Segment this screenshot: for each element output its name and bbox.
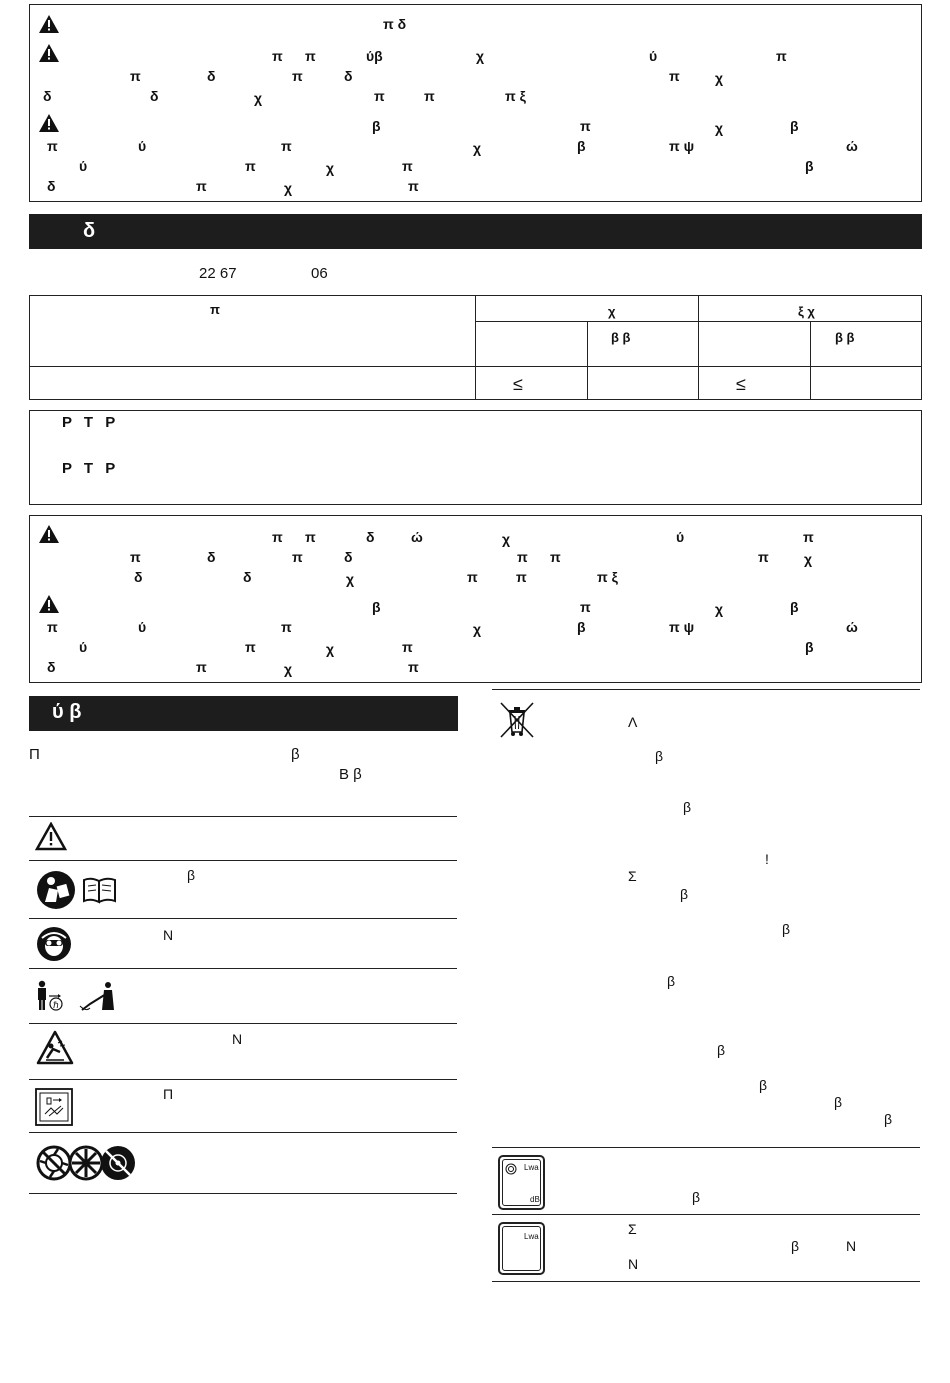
warning-text: δ	[150, 88, 159, 104]
lwa-text: β	[791, 1238, 800, 1254]
warning-text: δ	[243, 569, 252, 585]
warning-text: π	[580, 599, 591, 615]
table-divider	[810, 321, 811, 400]
warning-text: π	[272, 48, 283, 64]
symbol-text: Ν	[163, 927, 174, 943]
symbol-row-divider	[29, 816, 457, 817]
table-divider	[587, 321, 588, 400]
symbol-text: Ν	[232, 1031, 243, 1047]
warning-text: δ	[344, 549, 353, 565]
warning-text: π	[245, 639, 256, 655]
section-heading: ύ β	[52, 701, 82, 723]
warning-text: π	[305, 529, 316, 545]
warning-text: π	[196, 178, 207, 194]
warning-text: π ψ	[669, 138, 695, 154]
disposal-text: Λ	[628, 714, 638, 730]
warning-box-middle	[29, 515, 922, 683]
warning-text: χ	[476, 48, 485, 64]
warning-text: ύ	[138, 619, 147, 635]
read-manual-icon	[36, 868, 126, 912]
warning-text: β	[577, 619, 586, 635]
symbol-text: β	[187, 867, 196, 883]
warning-text: χ	[715, 120, 724, 136]
warning-text: π	[580, 118, 591, 134]
warning-text: β	[372, 118, 381, 134]
warning-text: π	[281, 138, 292, 154]
warning-text: ώ	[846, 138, 858, 154]
warning-text: χ	[715, 70, 724, 86]
section-heading-bar	[29, 696, 458, 731]
warning-triangle-icon	[35, 822, 67, 852]
warning-text: π	[517, 549, 528, 565]
warning-text: ύ	[676, 529, 685, 545]
lwa-label: Lwa	[524, 1163, 539, 1172]
symbol-row-divider	[29, 1023, 457, 1024]
warning-text: β	[790, 599, 799, 615]
note-text: P T P	[62, 414, 120, 431]
intro-text: Β β	[339, 766, 362, 783]
warning-text: χ	[284, 180, 293, 196]
warning-text: π	[272, 529, 283, 545]
warning-text: π ψ	[669, 619, 695, 635]
warning-text: ύ	[138, 138, 147, 154]
warning-text: δ	[207, 68, 216, 84]
table-header: χ	[608, 304, 616, 319]
disposal-text: Σ	[628, 868, 637, 884]
lwa-noise-label-icon	[498, 1155, 545, 1210]
warning-text: ώ	[411, 529, 423, 545]
warning-text: χ	[473, 140, 482, 156]
warning-text: π ξ	[505, 88, 526, 104]
warning-triangle-icon	[38, 524, 60, 544]
table-header: ξ χ	[798, 304, 815, 319]
note-text: P T P	[62, 460, 120, 477]
warning-text: π	[47, 619, 58, 635]
table-subheader: β β	[611, 330, 631, 345]
warning-text: δ	[134, 569, 143, 585]
warning-text: χ	[326, 160, 335, 176]
lwa-text: Ν	[846, 1238, 857, 1254]
warning-text: π	[402, 158, 413, 174]
table-cell: ≤	[513, 374, 523, 394]
warning-text: ύ	[649, 48, 658, 64]
lwa-text: β	[692, 1189, 701, 1205]
warning-text: χ	[473, 621, 482, 637]
warning-text: χ	[284, 661, 293, 677]
spec-value: 06	[311, 265, 328, 282]
warning-text: π	[281, 619, 292, 635]
lwa-text: Σ	[628, 1221, 637, 1237]
warning-text: π	[47, 138, 58, 154]
column-divider	[492, 689, 920, 690]
keep-distance-icon	[36, 980, 120, 1012]
symbol-row-divider	[29, 860, 457, 861]
table-divider	[698, 295, 699, 400]
disposal-text: β	[717, 1042, 726, 1058]
lwa-blank-label-icon	[498, 1222, 545, 1275]
section-heading-bar	[29, 214, 922, 249]
warning-text: π	[402, 639, 413, 655]
warning-triangle-icon	[38, 113, 60, 133]
warning-text: δ	[207, 549, 216, 565]
warning-box-top	[29, 4, 922, 202]
lwa-label: Lwa	[524, 1232, 539, 1241]
warning-text: χ	[715, 601, 724, 617]
warning-text: δ	[344, 68, 353, 84]
disposal-text: β	[667, 973, 676, 989]
warning-text: π	[292, 68, 303, 84]
warning-text: π	[245, 158, 256, 174]
symbol-row-divider	[492, 1281, 920, 1282]
note-box	[29, 410, 922, 505]
symbol-row-divider	[29, 1079, 457, 1080]
warning-text: ώ	[846, 619, 858, 635]
disposal-text: β	[683, 799, 692, 815]
symbol-row-divider	[492, 1214, 920, 1215]
warning-text: β	[790, 118, 799, 134]
warning-title: π δ	[383, 16, 407, 32]
eye-ear-protection-icon	[36, 926, 72, 962]
warning-text: π	[292, 549, 303, 565]
table-subheader: β β	[835, 330, 855, 345]
disposal-text: β	[655, 748, 664, 764]
warning-text: π	[758, 549, 769, 565]
speaker-icon	[505, 1163, 517, 1175]
disposal-text: β	[759, 1077, 768, 1093]
warning-text: β	[805, 639, 814, 655]
flying-objects-icon	[36, 1030, 74, 1066]
warning-triangle-icon	[38, 43, 60, 63]
table-divider	[29, 366, 922, 367]
blade-guard-icon	[35, 1088, 73, 1126]
warning-text: β	[577, 138, 586, 154]
table-cell: ≤	[736, 374, 746, 394]
table-divider	[475, 321, 922, 322]
warning-text: δ	[366, 529, 375, 545]
warning-text: π	[130, 549, 141, 565]
symbol-row-divider	[29, 968, 457, 969]
warning-text: π	[305, 48, 316, 64]
warning-text: δ	[43, 88, 52, 104]
warning-text: χ	[502, 531, 511, 547]
warning-triangle-icon	[38, 14, 60, 34]
symbol-row-divider	[29, 918, 457, 919]
warning-text: π	[776, 48, 787, 64]
disposal-text: β	[884, 1111, 893, 1127]
warning-text: χ	[326, 641, 335, 657]
warning-triangle-icon	[38, 594, 60, 614]
lwa-text: Ν	[628, 1256, 639, 1272]
symbol-row-divider	[29, 1193, 457, 1194]
warning-text: π	[374, 88, 385, 104]
disposal-text: β	[782, 921, 791, 937]
warning-text: π ξ	[597, 569, 618, 585]
warning-text: ύβ	[366, 48, 383, 64]
intro-text: Π	[29, 746, 40, 763]
warning-text: π	[424, 88, 435, 104]
warning-text: π	[550, 549, 561, 565]
spec-value: 22 67	[199, 265, 237, 282]
crossed-bin-icon	[499, 701, 535, 739]
lwa-unit: dB	[530, 1195, 540, 1204]
table-divider	[475, 295, 476, 400]
warning-text: ύ	[79, 639, 88, 655]
symbol-row-divider	[29, 1132, 457, 1133]
symbol-row-divider	[492, 1147, 920, 1148]
warning-text: π	[803, 529, 814, 545]
disposal-text: β	[834, 1094, 843, 1110]
blade-types-icon	[36, 1144, 138, 1182]
warning-text: δ	[47, 178, 56, 194]
warning-text: π	[408, 659, 419, 675]
warning-text: π	[408, 178, 419, 194]
warning-text: π	[669, 68, 680, 84]
warning-text: π	[196, 659, 207, 675]
warning-text: π	[467, 569, 478, 585]
svg-text:ℏ: ℏ	[53, 1001, 59, 1011]
warning-text: ύ	[79, 158, 88, 174]
disposal-text: !	[765, 851, 769, 867]
warning-text: χ	[346, 571, 355, 587]
symbol-text: Π	[163, 1086, 174, 1102]
warning-text: χ	[254, 90, 263, 106]
table-header: π	[210, 302, 220, 317]
disposal-text: β	[680, 886, 689, 902]
warning-text: π	[516, 569, 527, 585]
warning-text: β	[805, 158, 814, 174]
intro-text: β	[291, 746, 300, 763]
warning-text: π	[130, 68, 141, 84]
warning-text: β	[372, 599, 381, 615]
warning-text: δ	[47, 659, 56, 675]
warning-text: χ	[804, 551, 813, 567]
section-heading: δ	[83, 220, 96, 242]
